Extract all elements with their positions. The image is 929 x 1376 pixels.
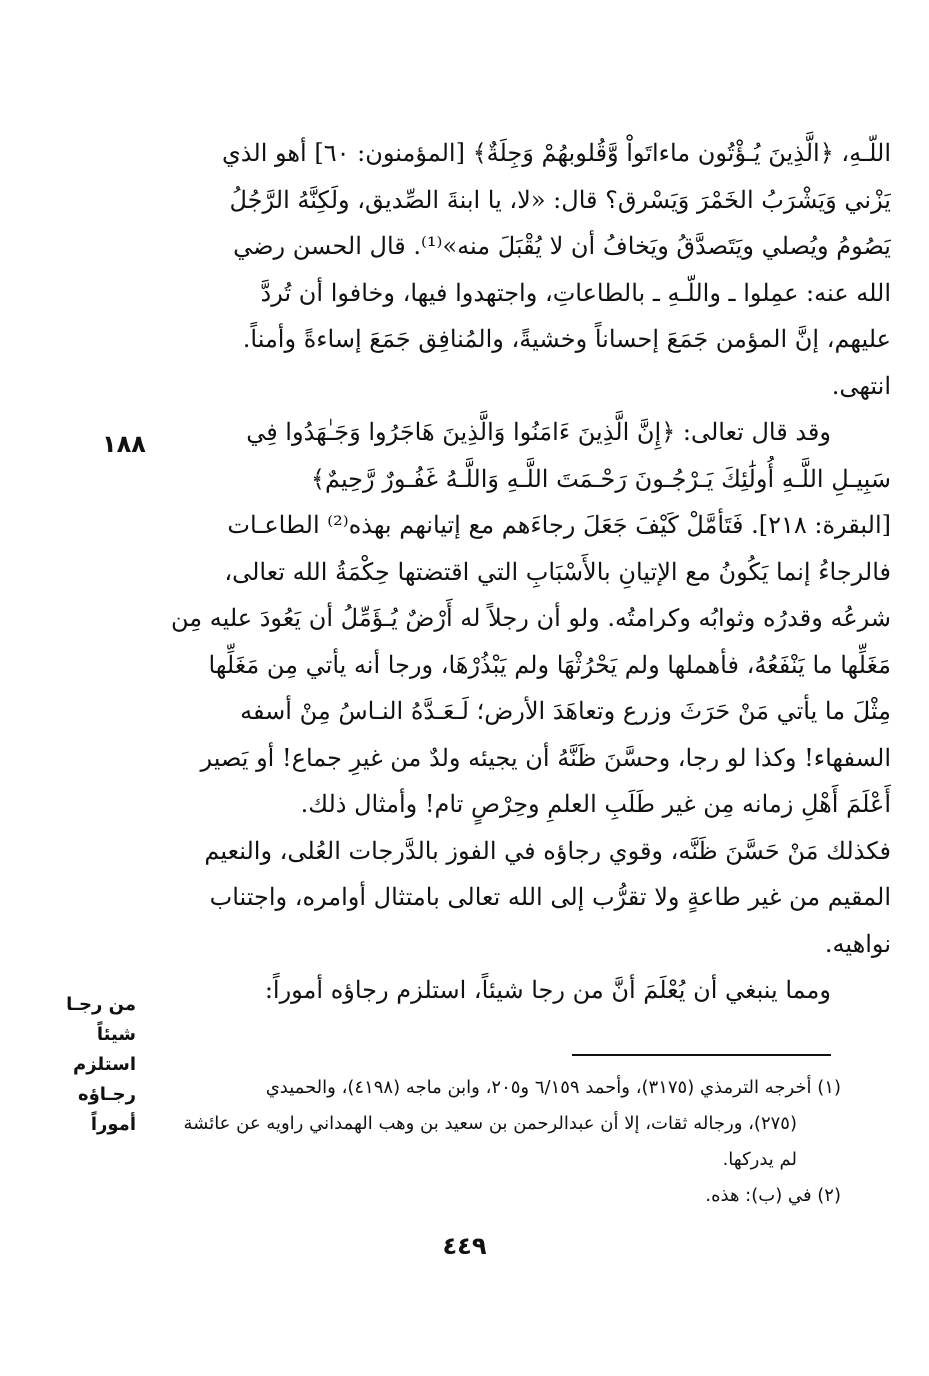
- text-line: فكذلك مَنْ حَسَّنَ ظَنَّه، وقوي رجاؤه في الفوز بالدَّرجات العُلى، والنعيم: [204, 836, 891, 865]
- footnote-1-continued: (٢٧٥)، ورجاله ثقات، إلا أن عبدالرحمن بن سعيد بن وهب الهمداني راويه عن عائشة: [183, 1113, 797, 1134]
- text-line: مَغَلِّها ما يَنْفَعُهُ، فأهملها ولم يَحْرُثْهَا ولم يَبْذُرْهَا، ورجا أنه يأتي مِن مَغَلِّها: [208, 650, 891, 679]
- text-line: نواهيه.: [824, 929, 891, 958]
- margin-note-line: استلزم رجـاؤه: [73, 1054, 136, 1105]
- margin-note-line: أموراً: [90, 1114, 136, 1135]
- text-line: وقد قال تعالى: ﴿إِنَّ الَّذِينَ ءَامَنُوا وَالَّذِينَ هَاجَرُوا وَجَـٰهَدُوا فِي: [246, 418, 831, 446]
- text-line: ومما ينبغي أن يُعْلَمَ أنَّ من رجا شيئاً، استلزم رجاؤه أموراً:: [264, 976, 831, 1004]
- text-line: السفهاء! وكذا لو رجا، وحسَّنَ ظَنَّهُ أن يجيئه ولدٌ من غيرِ جماع! أو يَصير: [200, 743, 891, 772]
- text-line: سَبِيـلِ اللَّـهِ أُولَٰئِكَ يَـرْجُـونَ رَحْـمَتَ اللَّـهِ وَاللَّـهُ غَفُـورٌ رَّحِيمٌ﴾: [310, 464, 891, 493]
- footnotes: [165, 1070, 841, 1214]
- text-line: شرعُه وقدرُه وثوابُه وكرامتُه. ولو أن رجلاً له أَرْضٌ يُـؤَمِّلُ أن يَعُودَ عليه مِن: [170, 604, 891, 632]
- text-line: فالرجاءُ إنما يَكُونُ مع الإتيانِ بالأَسْبَابِ التي اقتضتها حِكْمَةُ الله تعالى،: [224, 557, 891, 586]
- text-line: يَصُومُ ويُصلي ويَتَصدَّقُ ويَخافُ أن لا يُقْبَلَ منه»⁽¹⁾. قال الحسن رضي: [233, 232, 891, 260]
- margin-paragraph-number: ١٨٨: [102, 430, 146, 458]
- text-line: [البقرة: ٢١٨]. فَتَأمَّلْ كَيْفَ جَعَلَ رجاءَهم مع إتيانهم بهذه⁽²⁾ الطاعـات: [227, 511, 891, 539]
- footnote-1-continued: لم يدركها.: [722, 1149, 797, 1170]
- text-line: انتهى.: [831, 371, 891, 400]
- margin-note: [24, 990, 136, 1140]
- text-line: المقيم من غير طاعةٍ ولا تقرُّب إلى الله تعالى بامتثال أوامره، واجتناب: [209, 883, 891, 911]
- text-line: الله عنه: عمِلوا ـ واللّـهِ ـ بالطاعاتِ، واجتهدوا فيها، وخافوا أن تُردَّ: [260, 278, 891, 307]
- footnote-separator: [572, 1054, 831, 1056]
- footnote-2: (٢) في (ب): هذه.: [705, 1185, 841, 1206]
- text-line: أَعْلَمَ أَهْلِ زمانه مِن غير طَلَبِ العلمِ وحِرْصٍ تام! وأمثال ذلك.: [300, 790, 891, 818]
- text-line: عليهم، إنَّ المؤمن جَمَعَ إحساناً وخشيةً، والمُنافِق جَمَعَ إساءةً وأمناً.: [242, 325, 891, 353]
- text-line: اللّـهِ، ﴿الَّذِينَ يُـؤْتُون ماءاتَواْ وَّقُلوبهُمْ وَجِلَةٌ﴾ [المؤمنون: ٦٠] أهو الذي: [222, 139, 891, 167]
- page-number: ٤٤٩: [442, 1232, 487, 1260]
- main-text: [165, 130, 891, 1014]
- footnote-1: (١) أخرجه الترمذي (٣١٧٥)، وأحمد ٦/١٥٩ و٢٠٥، وابن ماجه (٤١٩٨)، والحميدي: [265, 1077, 841, 1098]
- margin-note-line: من رجـا شيئاً: [66, 994, 136, 1045]
- text-line: مِثْلَ ما يأتي مَنْ حَرَثَ وزرع وتعاهَدَ الأرض؛ لَـعَـدَّهُ النـاسُ مِنْ أسفه: [240, 697, 891, 725]
- text-line: يَزْني وَيَشْرَبُ الخَمْرَ وَيَسْرق؟ قال: «لا، يا ابنةَ الصِّديق، ولَكِنَّهُ الرَّجُلُ: [229, 185, 891, 214]
